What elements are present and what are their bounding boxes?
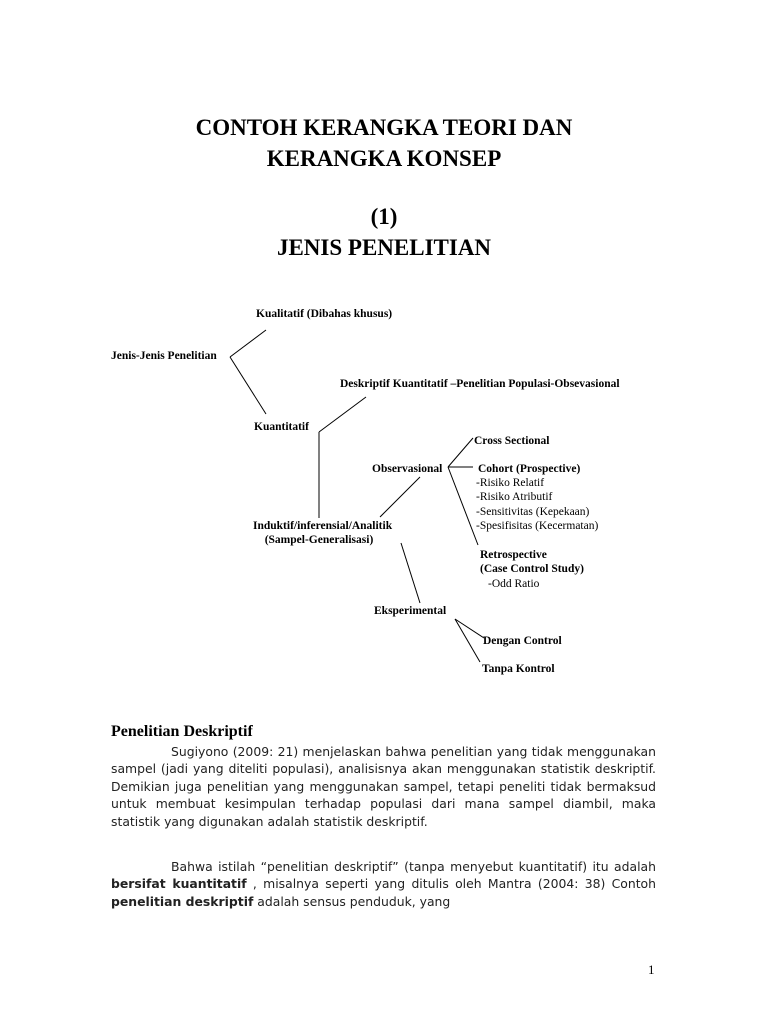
node-kualitatif: Kualitatif (Dibahas khusus) <box>256 308 393 320</box>
paragraph-2-bold-2: penelitian deskriptif <box>111 893 254 909</box>
body-paragraph-1: Sugiyono (2009: 21) menjelaskan bahwa penelitian yang tidak menggunakan sampel (jadi yang diteliti populasi), analisisnya akan menggunakan statistik deskriptif. Demikian juga penelitian yang menggunakan sampel, tetapi peneliti tidak bermaksud untuk membuat kesimpulan terhadap populasi dari mana sampel diambil, maka statistik yang digunakan adalah statistik deskriptif. <box>111 744 656 829</box>
node-tanpa-kontrol: Tanpa Kontrol <box>482 663 555 675</box>
retrospective-item-odd-ratio: -Odd Ratio <box>488 578 540 590</box>
body-heading: Penelitian Deskriptif <box>111 723 253 740</box>
body-paragraph-2 <box>111 858 656 910</box>
node-cross-sectional: Cross Sectional <box>474 435 550 447</box>
paragraph-2-bold-1: bersifat kuantitatif <box>111 876 247 892</box>
node-jenis-jenis-penelitian: Jenis-Jenis Penelitian <box>111 350 217 362</box>
node-deskriptif-kuantitatif: Deskriptif Kuantitatif –Penelitian Populasi-Obsevasional <box>340 378 620 390</box>
document-title-line-1: CONTOH KERANGKA TEORI DAN <box>195 115 573 140</box>
connector-to-retrospective <box>448 467 478 545</box>
connector-jenis-to-kuantitatif <box>230 357 266 414</box>
section-title: JENIS PENELITIAN <box>276 235 492 260</box>
cohort-item-sensitivitas: -Sensitivitas (Kepekaan) <box>476 506 590 518</box>
node-induktif <box>253 519 393 547</box>
node-retrospective-line-2: (Case Control Study) <box>480 563 584 575</box>
paragraph-2-text-3: adalah sensus penduduk, yang <box>253 893 451 909</box>
node-retrospective-line-1: Retrospective <box>480 549 547 561</box>
connector-to-deskriptif <box>319 397 366 432</box>
node-cohort: Cohort (Prospective) <box>478 463 581 475</box>
node-induktif-line-2: (Sampel-Generalisasi) <box>264 534 374 546</box>
section-number: (1) <box>370 204 398 229</box>
node-dengan-control: Dengan Control <box>483 635 562 647</box>
cohort-item-spesifisitas: -Spesifisitas (Kecermatan) <box>476 520 599 532</box>
node-retrospective <box>480 548 584 576</box>
connector-to-cross-sectional <box>448 438 473 467</box>
paragraph-2-text-1: Bahwa istilah “penelitian deskriptif” (tanpa menyebut kuantitatif) itu adalah <box>171 859 656 874</box>
connector-to-eksperimental <box>401 543 420 603</box>
connector-to-dengan-control <box>455 619 484 638</box>
page-number: 1 <box>648 962 655 977</box>
connector-to-tanpa-kontrol <box>455 619 480 662</box>
document-title-line-2: KERANGKA KONSEP <box>266 146 502 171</box>
node-eksperimental: Eksperimental <box>374 605 447 617</box>
connector-to-observasional <box>380 477 420 517</box>
paragraph-2-text-2: , misalnya seperti yang ditulis oleh Mantra (2004: 38) Contoh <box>246 876 656 892</box>
node-kuantitatif: Kuantitatif <box>254 421 309 433</box>
cohort-item-risiko-atributif: -Risiko Atributif <box>476 491 553 503</box>
node-observasional: Observasional <box>372 463 443 475</box>
node-induktif-line-1: Induktif/inferensial/Analitik <box>253 520 393 532</box>
cohort-item-risiko-relatif: -Risiko Relatif <box>476 477 545 489</box>
connector-jenis-to-kualitatif <box>230 330 266 357</box>
